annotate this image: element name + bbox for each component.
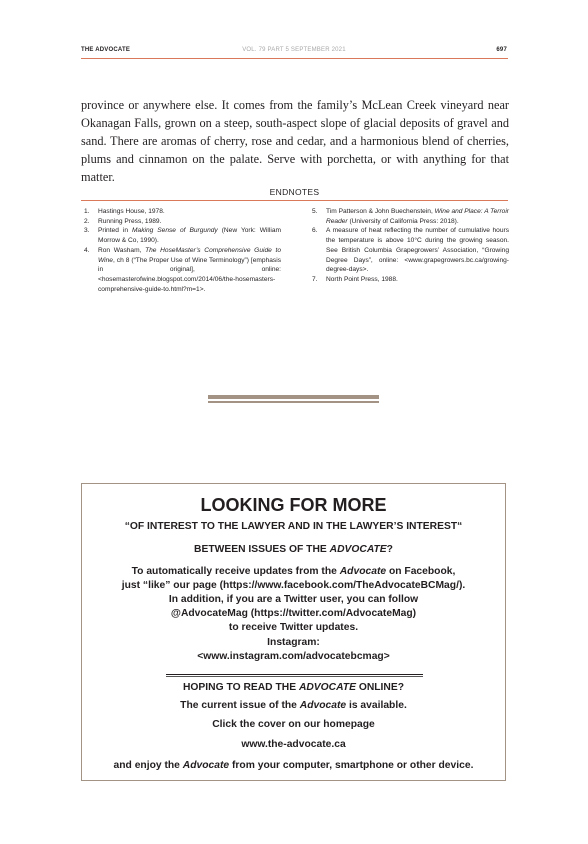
- text-run: www.the-advocate.ca: [241, 739, 346, 750]
- text-run: Making Sense of Burgundy: [132, 227, 218, 235]
- promo-box: [81, 483, 506, 781]
- promo-heading: LOOKING FOR MORE: [200, 495, 387, 515]
- promo-line: [82, 719, 505, 730]
- promo-line: [82, 566, 505, 577]
- promo-line: [82, 760, 505, 771]
- text-run: ADVOCATE: [298, 682, 356, 693]
- text-run: Advocate: [299, 700, 347, 711]
- text-run: A measure of heat reflecting the number of cumulative hours the temperature is above 10°C during the growing season. See British Columbia Grapegrowers’ Association, “Growing Degree Days”, online: <www.grapegrowers.bc.ca/growing-degree-days>.: [326, 227, 509, 274]
- text-run: “OF INTEREST TO THE LAWYER AND IN THE LAWYER’S INTEREST“: [124, 521, 463, 532]
- section-divider-thick: [208, 395, 379, 399]
- text-run: Ron Washam,: [98, 246, 146, 254]
- promo-line: [82, 544, 505, 555]
- endnote-number: 3.: [84, 227, 90, 235]
- text-run: <www.instagram.com/advocatebcmag>: [197, 651, 390, 662]
- text-run: Click the cover on our homepage: [212, 719, 375, 730]
- promo-line: [82, 739, 505, 750]
- text-run: In addition, if you are a Twitter user, you can follow: [168, 594, 419, 605]
- endnote-item: [309, 275, 509, 285]
- endnotes-right-column: [309, 207, 509, 285]
- text-run: The current issue of the: [180, 700, 300, 711]
- text-run: Running Press, 1989.: [98, 217, 162, 225]
- text-run: Tim Patterson & John Buechenstein,: [326, 208, 435, 215]
- promo-line: [82, 651, 505, 662]
- text-run: North Point Press, 1988.: [326, 275, 398, 283]
- text-run: Instagram:: [267, 637, 320, 648]
- text-run: (New York: William Morrow & Co, 1990).: [98, 227, 281, 245]
- journal-name: THE ADVOCATE: [81, 47, 131, 53]
- endnote-number: 2.: [84, 217, 90, 225]
- endnote-item: [309, 207, 509, 226]
- endnote-item: [81, 226, 281, 245]
- text-run: is available.: [346, 700, 407, 711]
- section-divider-thin: [208, 401, 379, 403]
- promo-line: [82, 580, 505, 591]
- promo-rule-thin: [166, 676, 423, 677]
- page-number: 697: [496, 47, 507, 53]
- text-run: Wine and Place: A Terroir Reader: [326, 208, 509, 225]
- endnotes-rule: [81, 200, 508, 201]
- endnote-number: 7.: [312, 275, 318, 283]
- text-run: Hastings House, 1978.: [98, 208, 165, 215]
- promo-rule: [166, 674, 423, 675]
- promo-line: [82, 608, 505, 619]
- endnote-number: 1.: [84, 208, 90, 215]
- text-run: HOPING TO READ THE: [182, 682, 299, 693]
- endnote-number: 5.: [312, 208, 318, 215]
- promo-line: [82, 622, 505, 633]
- text-run: ONLINE?: [355, 682, 405, 693]
- text-run: To automatically receive updates from the: [131, 566, 340, 577]
- text-run: from your computer, smartphone or other device.: [229, 760, 474, 771]
- text-run: The HoseMaster’s Comprehensive Guide to Wine: [98, 246, 281, 264]
- text-run: to receive Twitter updates.: [228, 622, 359, 633]
- promo-line: [82, 637, 505, 648]
- promo-line: [82, 594, 505, 605]
- body-paragraph: province or anywhere else. It comes from the family’s McLean Creek vineyard near Okanagan Falls, grown on a steep, south-aspect slope of glacial deposits of gravel and sand. There are aromas of cherry, rose and cedar, and a harmonious blend of cherries, plums and cinnamon on the palate. Serve with porchetta, or with anything for that matter.: [81, 98, 509, 184]
- text-run: Advocate: [339, 566, 387, 577]
- endnotes-title: ENDNOTES: [269, 187, 320, 197]
- text-run: @AdvocateMag (https://twitter.com/AdvocateMag): [170, 608, 417, 619]
- text-run: , ch 8 (“The Proper Use of Wine Terminology”) [emphasis in original], online: <hosemasterofwine.blogspot.com/2014/06/the-hosemasters-comprehensive-guide-to.html?m=1>.: [98, 256, 281, 293]
- header-rule: [81, 58, 508, 59]
- promo-line: [82, 700, 505, 711]
- text-run: Printed in: [98, 227, 133, 235]
- text-run: (University of California Press: 2018).: [347, 217, 459, 225]
- promo-line: [82, 682, 505, 693]
- endnote-number: 4.: [84, 246, 90, 254]
- endnote-item: [81, 207, 281, 217]
- text-run: BETWEEN ISSUES OF THE: [194, 544, 330, 555]
- text-run: and enjoy the: [113, 760, 183, 771]
- text-run: ADVOCATE: [329, 544, 387, 555]
- endnote-item: [309, 226, 509, 275]
- endnote-item: [81, 217, 281, 227]
- endnote-item: [81, 246, 281, 295]
- endnotes-left-column: [81, 207, 281, 294]
- promo-line: [82, 521, 505, 532]
- endnote-number: 6.: [312, 227, 318, 235]
- text-run: Advocate: [182, 760, 230, 771]
- text-run: ?: [386, 544, 393, 555]
- volume-info: VOL. 79 PART 5 SEPTEMBER 2021: [242, 47, 346, 53]
- text-run: just “like” our page (https://www.facebook.com/TheAdvocateBCMag/).: [121, 580, 466, 591]
- text-run: on Facebook,: [386, 566, 456, 577]
